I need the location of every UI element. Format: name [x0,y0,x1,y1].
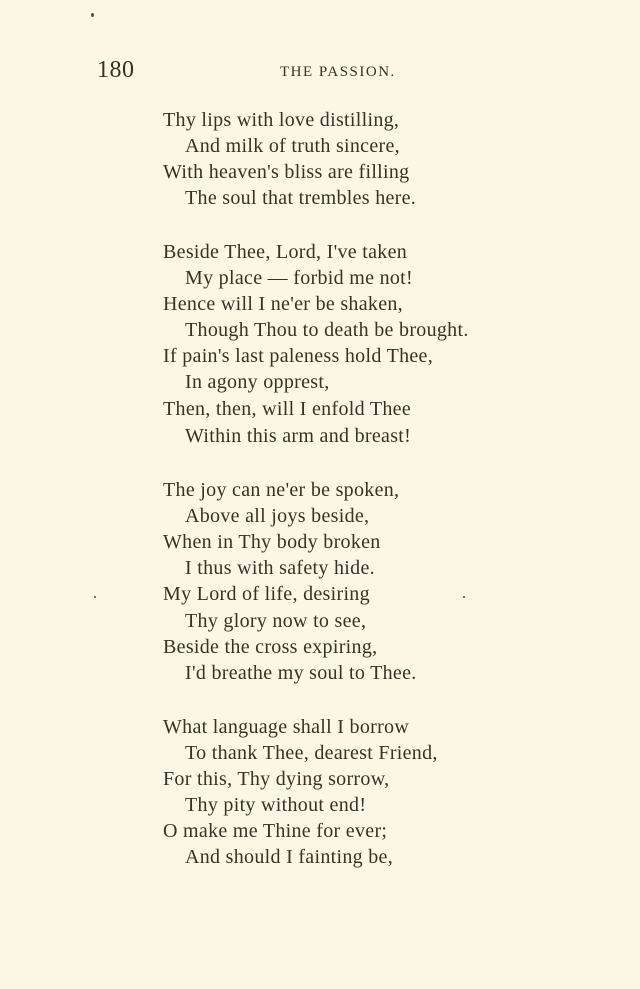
poem-line: With heaven's bliss are filling [163,161,410,183]
poem-line: Thy lips with love distilling, [163,109,400,131]
poem-line: Thy glory now to see, [185,610,367,632]
poem-line: The joy can ne'er be spoken, [163,479,400,501]
poem-line: Within this arm and breast! [185,425,412,447]
poem-line: Hence will I ne'er be shaken, [163,293,403,315]
poem-line: If pain's last paleness hold Thee, [163,345,434,367]
poem-line: Thy pity without end! [185,794,367,816]
poem-line: I thus with safety hide. [185,557,375,579]
poem-line: Beside the cross expiring, [163,636,378,658]
poem-line: When in Thy body broken [163,531,381,553]
poem-line: My Lord of life, desiring [163,583,370,605]
poem-line: For this, Thy dying sorrow, [163,768,390,790]
running-head: THE PASSION. [280,64,396,80]
poem-line: Beside Thee, Lord, I've taken [163,241,408,263]
poem-line: In agony opprest, [185,371,330,393]
ink-speck [463,596,465,598]
poem-line: To thank Thee, dearest Friend, [185,742,438,764]
ink-speck [91,13,94,17]
poem-line: The soul that trembles here. [185,187,417,209]
poem-line: Above all joys beside, [185,505,370,527]
poem-line: O make me Thine for ever; [163,820,388,842]
page-number: 180 [97,57,135,83]
poem-line: I'd breathe my soul to Thee. [185,662,417,684]
poem-line: Then, then, will I enfold Thee [163,398,412,420]
poem-line: And milk of truth sincere, [185,135,400,157]
poem-line: What language shall I borrow [163,716,410,738]
poem-line: And should I fainting be, [185,846,394,868]
poem-line: Though Thou to death be brought. [185,319,469,341]
ink-speck [94,596,96,598]
poem-line: My place — forbid me not! [185,267,413,289]
